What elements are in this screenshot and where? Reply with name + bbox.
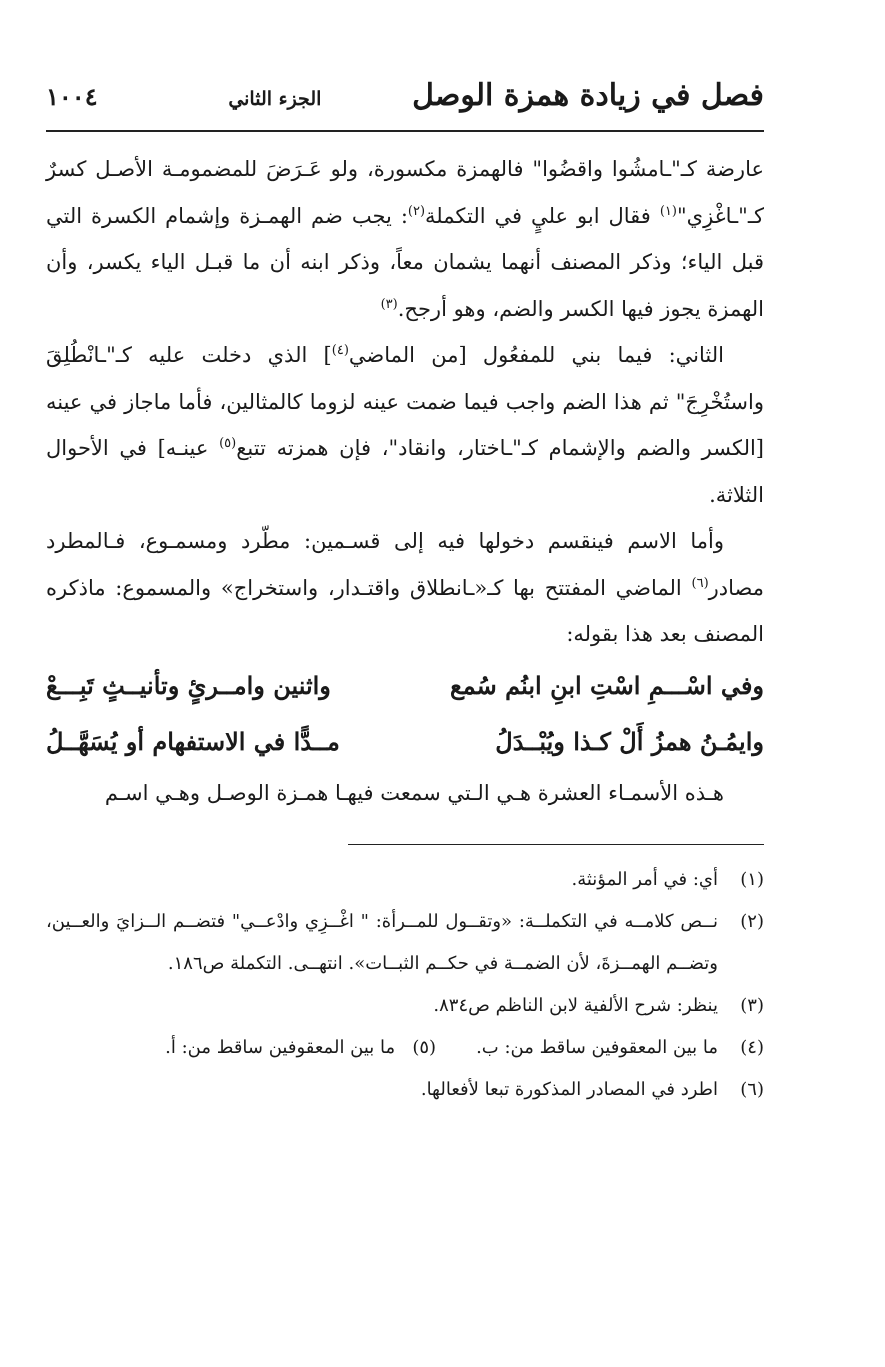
main-text	[46, 146, 764, 816]
verse-line	[46, 658, 764, 714]
footnote-ref: (٤)	[331, 343, 349, 358]
footnote-text: ما بين المعقوفين ساقط من: ب.	[476, 1037, 718, 1058]
footnote	[46, 1027, 764, 1069]
chapter-title: فصل في زيادة همزة الوصل	[412, 78, 764, 113]
footnote	[46, 985, 764, 1027]
footnote-divider	[348, 844, 764, 845]
footnote-ref: (٣)	[380, 296, 398, 312]
footnote	[46, 1069, 764, 1111]
paragraph: وأما الاسم فينقسم دخولها فيه إلى قسـمين: مطّرد ومسمـوع، فـالمطرد مصادر$^{(٦)}$ الماضي المفتتح بها كـ«ـانطلاق واقتـدار، واستخراج» والمسموع: ماذكره المصنف بعد هذا بقوله:	[46, 529, 764, 646]
page-number: ١٠٠٤	[46, 82, 98, 111]
verse-hemistich-left: واثنين وامــرئٍ وتأنيــثٍ تَبِـــعْ	[46, 670, 331, 700]
footnote-text: ما بين المعقوفين ساقط من: أ.	[165, 1037, 396, 1058]
footnote-text: ينظر: شرح الألفية لابن الناظم ص٨٣٤.	[433, 995, 718, 1016]
verse-hemistich-left: مــدًّا في الاستفهام أو يُسَهَّــلُ	[46, 726, 340, 756]
footnote-ref: (٢)	[407, 203, 426, 219]
footnote-text: نــص كلامــه في التكملــة: «وتقــول للمــرأة: " اغْــزِي وادْعــي" فتضــم الــزايَ والعــين، وتضــم الهمــزةَ، لأن الضمــة في حكــم الثبــات». انتهــى. التكملة ص١٨٦.	[46, 911, 718, 974]
footnote-ref: (٥)	[219, 436, 237, 451]
footnote-number: (١)	[740, 869, 764, 890]
footnote	[46, 859, 764, 901]
footnote-ref: (٦)	[691, 575, 709, 591]
footnote	[46, 901, 764, 985]
verse-hemistich-right: وفي اسْـــمِ اسْتِ ابنِ ابنُم سُمع	[450, 670, 764, 700]
footnote-number: (٦)	[740, 1079, 764, 1100]
paragraph: هـذه الأسمـاء العشرة هـي الـتي سمعت فيهـا همـزة الوصـل وهـي اسـم	[104, 780, 724, 805]
footnote-number: (٤)	[740, 1037, 764, 1058]
footnote-text: أي: في أمر المؤنثة.	[571, 869, 718, 890]
footnote-text: اطرد في المصادر المذكورة تبعا لأفعالها.	[420, 1079, 718, 1100]
footnotes	[46, 859, 764, 1111]
book-page	[46, 78, 764, 1111]
part-label: الجزء الثاني	[228, 88, 322, 110]
verse-line	[46, 714, 764, 770]
paragraph: الثاني: فيما بني للمفعُول [من الماضي$^{(٤)}$] الذي دخلت عليه كـ"ـانْطُلِقَ واستُخْرِجَ" ثم هذا الضم واجب فيما ضمت عينه لزوما كالمثالين، فأما ماجاز في عينه [الكسر والضم والإشمام كـ"ـاختار، وانقاد"، فإن همزته تتبع$^{(٥)}$ عينـه] في الأحوال الثلاثة.	[46, 343, 764, 507]
paragraph: عارضة كـ"ـامشُوا واقضُوا" فالهمزة مكسورة، ولو عَـرَضَ للمضمومـة الأصـل كسرٌ كـ"ـاغْزِي"$^{(١)}$ فقال ابو عليٍ في التكملة$^{(٢)}$: يجب ضم الهمـزة وإشمام الكسرة التي قبل الياء؛ وذكر المصنف أنهما يشمان معاً، وذكر ابنه أن ما قبـل الياء يكسر، وأن الهمزة يجوز فيها الكسر والضم، وهو أرجح.$^{(٣)}$	[46, 157, 764, 321]
page-header	[46, 78, 764, 132]
footnote-ref: (١)	[659, 203, 677, 219]
header-right	[412, 78, 764, 113]
footnote-number: (٣)	[740, 995, 764, 1016]
footnote-number: (٢)	[740, 911, 764, 932]
verse-hemistich-right: وايمُـنُ همزُ أَلْ كـذا ويُبْــدَلُ	[495, 726, 764, 756]
footnote-number: (٥)	[412, 1037, 437, 1058]
